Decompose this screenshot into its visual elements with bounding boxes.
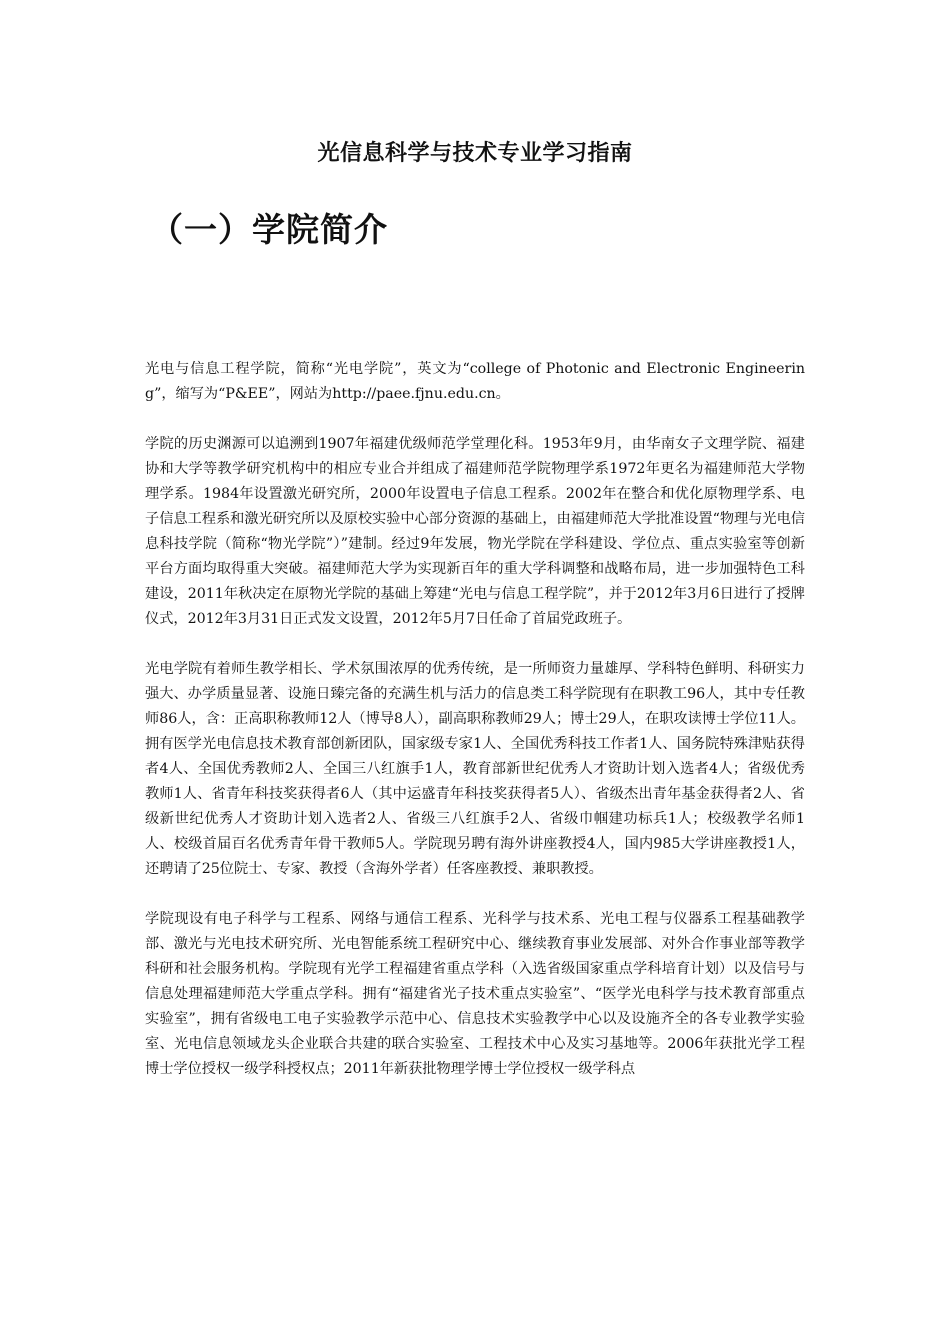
paragraph-history: 学院的历史渊源可以追溯到1907年福建优级师范学堂理化科。1953年9月，由华南女子文理学院、福建协和大学等教学研究机构中的相应专业合并组成了福建师范学院物理学系1972年更名为福建师范大学物理学系。1984年设置激光研究所，2000年设置电子信息工程系。2002年在整合和优化原物理学系、电子信息工程系和激光研究所以及原校实验中心部分资源的基础上，由福建师范大学批准设置“物理与光电信息科技学院（简称“物光学院”）”建制。经过9年发展，物光学院在学科建设、学位点、重点实验室等创新平台方面均取得重大突破。福建师范大学为实现新百年的重大学科调整和战略布局，进一步加强特色工科建设，2011年秋决定在原物光学院的基础上筹建“光电与信息工程学院”，并于2012年3月6日进行了授牌仪式，2012年3月31日正式发文设置，2012年5月7日任命了首届党政班子。	[145, 436, 805, 627]
paragraph-faculty: 光电学院有着师生教学相长、学术氛围浓厚的优秀传统，是一所师资力量雄厚、学科特色鲜明、科研实力强大、办学质量显著、设施日臻完备的充满生机与活力的信息类工科学院现有在职教工96人，其中专任教师86人，含：正高职称教师12人（博导8人），副高职称教师29人；博士29人，在职攻读博士学位11人。拥有医学光电信息技术教育部创新团队，国家级专家1人、全国优秀科技工作者1人、国务院特殊津贴获得者4人、全国优秀教师2人、全国三八红旗手1人，教育部新世纪优秀人才资助计划入选者4人；省级优秀教师1人、省青年科技奖获得者6人（其中运盛青年科技奖获得者5人）、省级杰出青年基金获得者2人、省级新世纪优秀人才资助计划入选者2人、省级三八红旗手2人、省级巾帼建功标兵1人；校级教学名师1人、校级首届百名优秀青年骨干教师5人。学院现另聘有海外讲座教授4人，国内985大学讲座教授1人，还聘请了25位院士、专家、教授（含海外学者）任客座教授、兼职教授。	[145, 661, 805, 877]
document-title: 光信息科学与技术专业学习指南	[317, 140, 633, 166]
document-body	[145, 357, 805, 1107]
paragraph-departments: 学院现设有电子科学与工程系、网络与通信工程系、光科学与技术系、光电工程与仪器系工程基础教学部、激光与光电技术研究所、光电智能系统工程研究中心、继续教育事业发展部、对外合作事业部等教学科研和社会服务机构。学院现有光学工程福建省重点学科（入选省级国家重点学科培育计划）以及信号与信息处理福建师范大学重点学科。拥有“福建省光子技术重点实验室”、“医学光电科学与技术教育部重点实验室”，拥有省级电工电子实验教学示范中心、信息技术实验教学中心以及设施齐全的各专业教学实验室、光电信息领域龙头企业联合共建的联合实验室、工程技术中心及实习基地等。2006年获批光学工程博士学位授权一级学科授权点；2011年新获批物理学博士学位授权一级学科点	[145, 911, 805, 1077]
paragraph-intro: 光电与信息工程学院，简称“光电学院”，英文为“college of Photonic and Electronic Engineering”，缩写为“P&EE”，网站为http://paee.fjnu.edu.cn。	[145, 361, 805, 402]
section-heading: （一）学院简介	[150, 210, 388, 249]
